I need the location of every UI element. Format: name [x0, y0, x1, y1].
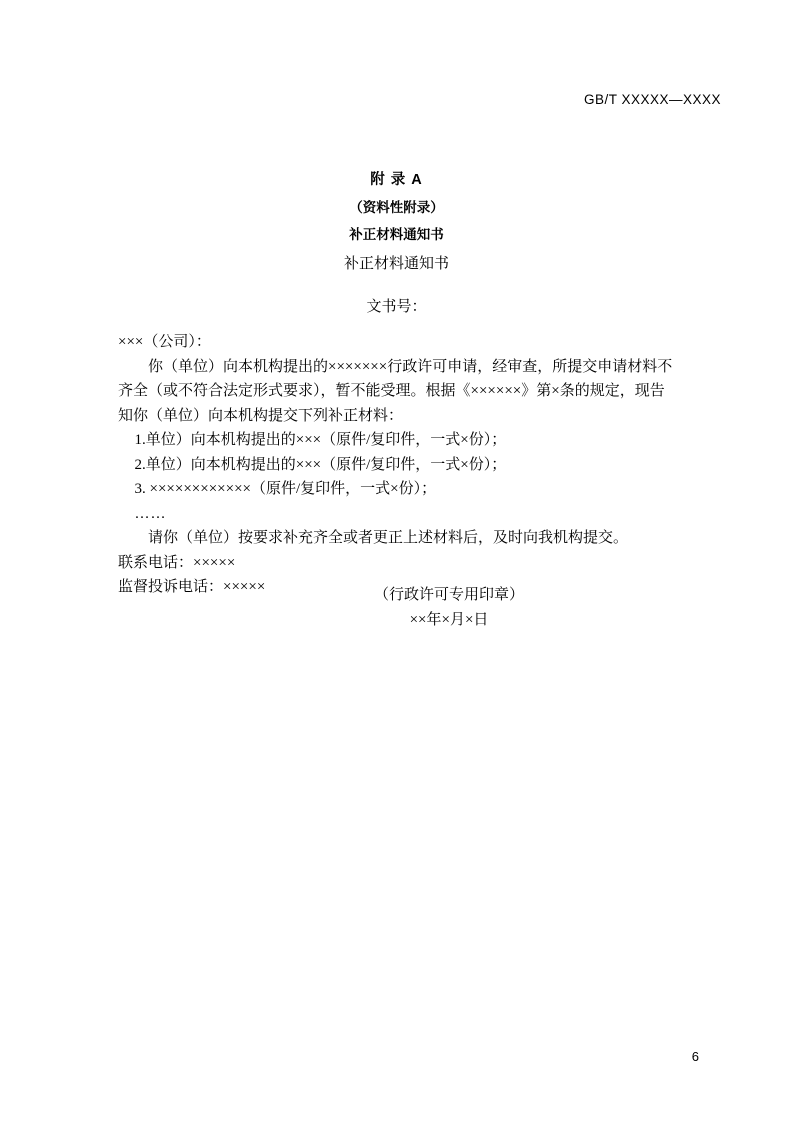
complaint-phone-line: 监督投诉电话：××××× — [118, 579, 266, 595]
signature-block — [0, 583, 793, 632]
body-paragraph-2: 请你（单位）按要求补充齐全或者更正上述材料后，及时向我机构提交。 — [148, 530, 629, 546]
annex-title-block — [0, 168, 793, 243]
page-number: 6 — [691, 1049, 699, 1064]
seal-note: （行政许可专用印章） — [373, 587, 524, 603]
standard-code-header: GB/T XXXXX—XXXX — [583, 92, 721, 107]
body-paragraph-1: 你（单位）向本机构提出的×××××××行政许可申请，经审查，所提交申请材料不齐全（或不符合法定形式要求），暂不能受理。根据《××××××》第×条的规定，现告知你（单位）向本机构提交下列补正材料： — [118, 358, 673, 424]
list-item: 1.单位）向本机构提出的×××（原件/复印件，一式×份）； — [134, 432, 507, 448]
addressee-line: ×××（公司）： — [118, 334, 211, 350]
annex-title: 补正材料通知书 — [349, 227, 444, 242]
document-heading: 补正材料通知书 — [343, 256, 449, 272]
ellipsis-line: …… — [134, 505, 167, 522]
document-number-label: 文书号： — [366, 299, 427, 315]
date-line: ××年×月×日 — [409, 611, 489, 628]
list-item: 2.单位）向本机构提出的×××（原件/复印件，一式×份）； — [134, 456, 507, 473]
document-body — [118, 330, 678, 600]
annex-type: （资料性附录） — [349, 200, 444, 215]
annex-label: 附 录 A — [370, 172, 423, 188]
contact-phone-line: 联系电话：××××× — [118, 554, 236, 571]
list-item: 3. ××××××××××××（原件/复印件，一式×份）； — [134, 481, 437, 497]
